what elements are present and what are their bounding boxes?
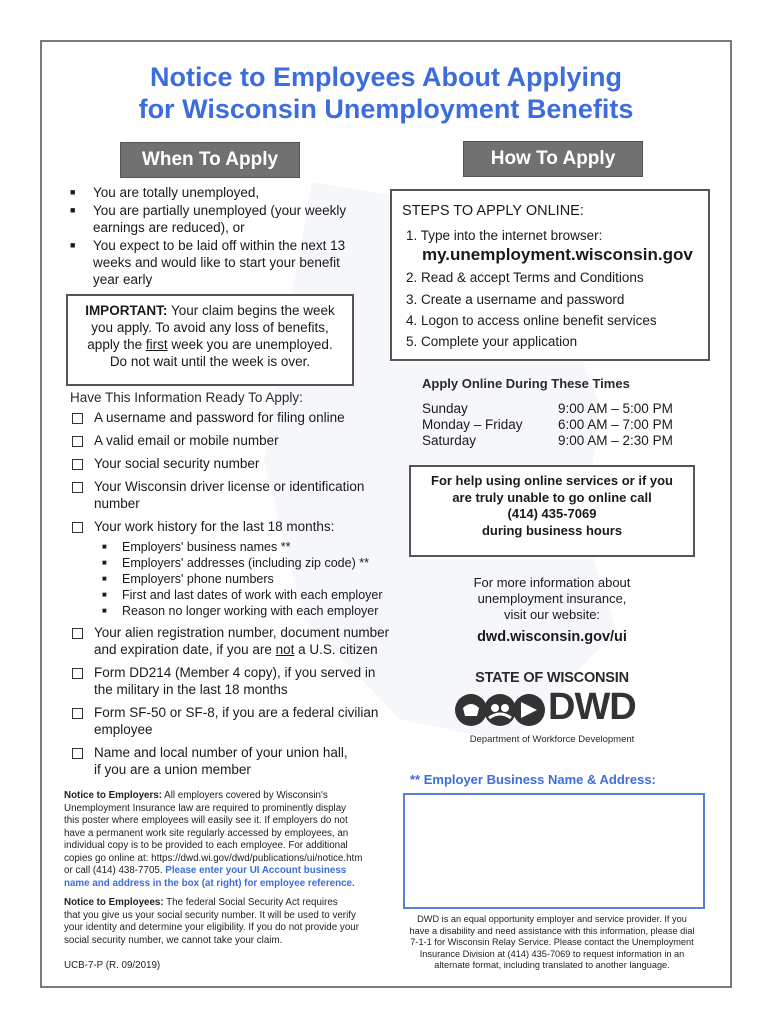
notice-text: individual copy is to be provided to each employee. For additional bbox=[64, 840, 348, 851]
eeo-text: have a disability and need assistance with this information, please dial bbox=[409, 925, 695, 936]
times-row bbox=[422, 400, 692, 416]
times-hours: 9:00 AM – 5:00 PM bbox=[558, 401, 673, 416]
apply-url: my.unemployment.wisconsin.gov bbox=[422, 245, 693, 264]
important-text: Do not wait until the week is over. bbox=[109, 354, 311, 369]
sub-list-item bbox=[102, 539, 420, 555]
checklist-text: and expiration date, if you are bbox=[94, 642, 276, 657]
step-item: 5. Complete your application bbox=[406, 334, 578, 349]
help-text: For help using online services or if you bbox=[431, 473, 673, 488]
checkbox-icon bbox=[72, 522, 83, 533]
bullet-icon: ■ bbox=[102, 590, 107, 599]
checkbox-icon bbox=[72, 413, 83, 424]
eeo-text: DWD is an equal opportunity employer and service provider. If you bbox=[417, 914, 687, 924]
dwd-wordmark: DWD bbox=[548, 686, 636, 728]
checklist-text: Your social security number bbox=[94, 456, 260, 471]
sub-list-text: First and last dates of work with each employer bbox=[122, 588, 383, 602]
steps-box bbox=[390, 189, 710, 361]
bullet-icon: ■ bbox=[70, 187, 76, 197]
checkbox-icon bbox=[72, 628, 83, 639]
help-box bbox=[409, 465, 695, 557]
times-row bbox=[422, 432, 692, 448]
list-item-text: year early bbox=[93, 272, 153, 287]
help-phone: (414) 435-7069 bbox=[507, 506, 597, 521]
notice-text: this poster where employees will easily see it. If employers do not bbox=[64, 815, 348, 826]
checklist-text: a U.S. citizen bbox=[294, 642, 378, 657]
notice-highlight: name and address in the box (at right) for employee reference. bbox=[64, 877, 355, 889]
important-text: week you are unemployed. bbox=[167, 337, 333, 352]
notice-text: your identity and determine your eligibility. If you do not provide your bbox=[64, 922, 359, 933]
notice-text: social security number, we cannot take your claim. bbox=[64, 934, 283, 946]
notice-text: have a permanent work site regularly accessed by employees, an bbox=[64, 827, 349, 839]
notice-label: Notice to Employers: bbox=[64, 790, 162, 801]
checklist-item bbox=[70, 478, 420, 512]
checklist-underline: not bbox=[275, 642, 295, 657]
sub-list-text: Employers' phone numbers bbox=[122, 572, 274, 586]
sub-list-item bbox=[102, 603, 420, 619]
times-hours: 6:00 AM – 7:00 PM bbox=[558, 417, 673, 432]
list-item bbox=[66, 237, 366, 288]
sub-list-text: Employers' business names ** bbox=[122, 540, 291, 554]
step-item: 2. Read & accept Terms and Conditions bbox=[406, 270, 644, 285]
checkbox-icon bbox=[72, 436, 83, 447]
checklist-item bbox=[70, 744, 420, 778]
eeo-text: Insurance Division at (414) 435-7069 to request information in an bbox=[419, 948, 685, 959]
info-section bbox=[70, 389, 420, 778]
notice-to-employees bbox=[64, 897, 389, 947]
poster-title-line1: Notice to Employees About Applying bbox=[149, 62, 623, 92]
bullet-icon: ■ bbox=[102, 542, 107, 551]
notice-label: Notice to Employees: bbox=[64, 897, 164, 908]
checklist-item bbox=[70, 704, 420, 738]
step-item: 3. Create a username and password bbox=[406, 292, 625, 307]
checkbox-icon bbox=[72, 668, 83, 679]
eeo-statement bbox=[392, 914, 712, 972]
important-text: you apply. To avoid any loss of benefits, bbox=[91, 320, 329, 335]
checklist-text: the military in the last 18 months bbox=[94, 682, 288, 697]
step-item: 1. Type into the internet browser: bbox=[406, 228, 603, 243]
list-item bbox=[66, 202, 366, 236]
bullet-icon: ■ bbox=[70, 205, 76, 215]
help-text: during business hours bbox=[481, 522, 623, 538]
times-day: Sunday bbox=[422, 401, 468, 416]
dwd-logo-icon bbox=[454, 692, 546, 728]
sub-list-item bbox=[102, 587, 420, 603]
more-info-text: visit our website: bbox=[503, 607, 601, 622]
sub-list-item bbox=[102, 555, 420, 571]
when-list bbox=[66, 184, 366, 288]
checkbox-icon bbox=[72, 708, 83, 719]
list-item-text: You expect to be laid off within the next 13 bbox=[93, 238, 346, 253]
bullet-icon: ■ bbox=[70, 240, 76, 250]
checklist-item bbox=[70, 432, 420, 449]
notice-highlight: Please enter your UI Account business bbox=[165, 865, 347, 876]
sub-list-item bbox=[102, 571, 420, 587]
list-item-text: weeks and would like to start your benefit bbox=[93, 255, 340, 270]
notice-text: The federal Social Security Act requires bbox=[163, 897, 338, 908]
more-info-text: For more information about bbox=[473, 575, 631, 590]
sub-list-text: Reason no longer working with each employer bbox=[122, 604, 379, 618]
notice-text: Unemployment Insurance law are required to prominently display bbox=[64, 802, 347, 814]
important-label: IMPORTANT: bbox=[85, 303, 168, 318]
checklist-item bbox=[70, 664, 420, 698]
times-row bbox=[422, 416, 692, 432]
checkbox-icon bbox=[72, 748, 83, 759]
checkbox-icon bbox=[72, 459, 83, 470]
dwd-logo bbox=[454, 686, 654, 730]
checklist-text: Your work history for the last 18 months: bbox=[94, 519, 335, 534]
list-item-text: earnings are reduced), or bbox=[93, 220, 245, 235]
times-day: Saturday bbox=[422, 433, 477, 448]
important-text: Your claim begins the week bbox=[167, 303, 335, 318]
important-underline: first bbox=[145, 337, 168, 352]
checklist-text: A valid email or mobile number bbox=[94, 433, 279, 448]
notice-text: All employers covered by Wisconsin's bbox=[162, 790, 328, 801]
checklist-item bbox=[70, 409, 420, 426]
list-item-text: You are partially unemployed (your weekly bbox=[93, 203, 347, 218]
times-table bbox=[422, 400, 692, 448]
times-heading: Apply Online During These Times bbox=[422, 376, 630, 391]
bullet-icon: ■ bbox=[102, 558, 107, 567]
employer-box-label bbox=[410, 772, 656, 787]
notice-text: or call (414) 438-7705. bbox=[64, 865, 166, 876]
employer-address-box[interactable] bbox=[403, 793, 705, 909]
list-item-text: You are totally unemployed, bbox=[93, 185, 260, 200]
important-text: apply the bbox=[87, 337, 146, 352]
work-history-sublist bbox=[70, 539, 420, 619]
dept-name: Department of Workforce Development bbox=[469, 734, 635, 745]
checklist-text: employee bbox=[94, 722, 153, 737]
checklist-text: if you are a union member bbox=[94, 762, 251, 777]
times-day: Monday – Friday bbox=[422, 417, 523, 432]
eeo-text: 7-1-1 for Wisconsin Relay Service. Please contact the Unemployment bbox=[410, 937, 694, 948]
form-code: UCB-7-P (R. 09/2019) bbox=[64, 960, 161, 971]
checklist-text: Your Wisconsin driver license or identification bbox=[94, 479, 365, 494]
checklist-text: A username and password for filing online bbox=[94, 410, 345, 425]
when-to-apply-tab: When To Apply bbox=[120, 142, 300, 178]
checklist-item bbox=[70, 455, 420, 472]
steps-heading: STEPS TO APPLY ONLINE: bbox=[402, 203, 584, 219]
more-info bbox=[412, 575, 692, 645]
notice-poster bbox=[40, 40, 732, 988]
checklist-item bbox=[70, 624, 420, 658]
checklist-text: Form SF-50 or SF-8, if you are a federal civilian bbox=[94, 705, 379, 720]
checklist-item bbox=[70, 518, 420, 535]
sub-list-text: Employers' addresses (including zip code) ** bbox=[122, 556, 369, 570]
bullet-icon: ■ bbox=[102, 606, 107, 615]
eeo-text: alternate format, including translated to another language. bbox=[434, 960, 670, 971]
how-to-apply-tab: How To Apply bbox=[463, 141, 643, 177]
state-of-wisconsin-text: STATE OF WISCONSIN bbox=[475, 670, 629, 686]
notice-text: that you give us your social security number. It will be used to verify bbox=[64, 909, 356, 921]
employer-box-label-text: ** Employer Business Name & Address: bbox=[410, 772, 656, 787]
bullet-icon: ■ bbox=[102, 574, 107, 583]
notice-text: copies go online at: https://dwd.wi.gov/dwd/publications/ui/notice.htm bbox=[64, 852, 363, 864]
more-info-text: unemployment insurance, bbox=[477, 591, 627, 606]
notice-to-employers bbox=[64, 790, 389, 890]
checklist-text: Your alien registration number, document number bbox=[94, 625, 390, 640]
poster-title-line2: for Wisconsin Unemployment Benefits bbox=[138, 94, 634, 124]
info-heading: Have This Information Ready To Apply: bbox=[70, 390, 303, 405]
times-hours: 9:00 AM – 2:30 PM bbox=[558, 433, 673, 448]
step-item: 4. Logon to access online benefit services bbox=[406, 313, 657, 328]
checklist-text: Form DD214 (Member 4 copy), if you served in bbox=[94, 665, 376, 680]
list-item bbox=[66, 184, 366, 201]
checklist-text: Name and local number of your union hall, bbox=[94, 745, 348, 760]
help-text: are truly unable to go online call bbox=[452, 489, 652, 505]
important-box bbox=[66, 294, 354, 386]
checklist-text: number bbox=[94, 496, 140, 511]
checkbox-icon bbox=[72, 482, 83, 493]
website-link[interactable]: dwd.wisconsin.gov/ui bbox=[477, 629, 627, 645]
